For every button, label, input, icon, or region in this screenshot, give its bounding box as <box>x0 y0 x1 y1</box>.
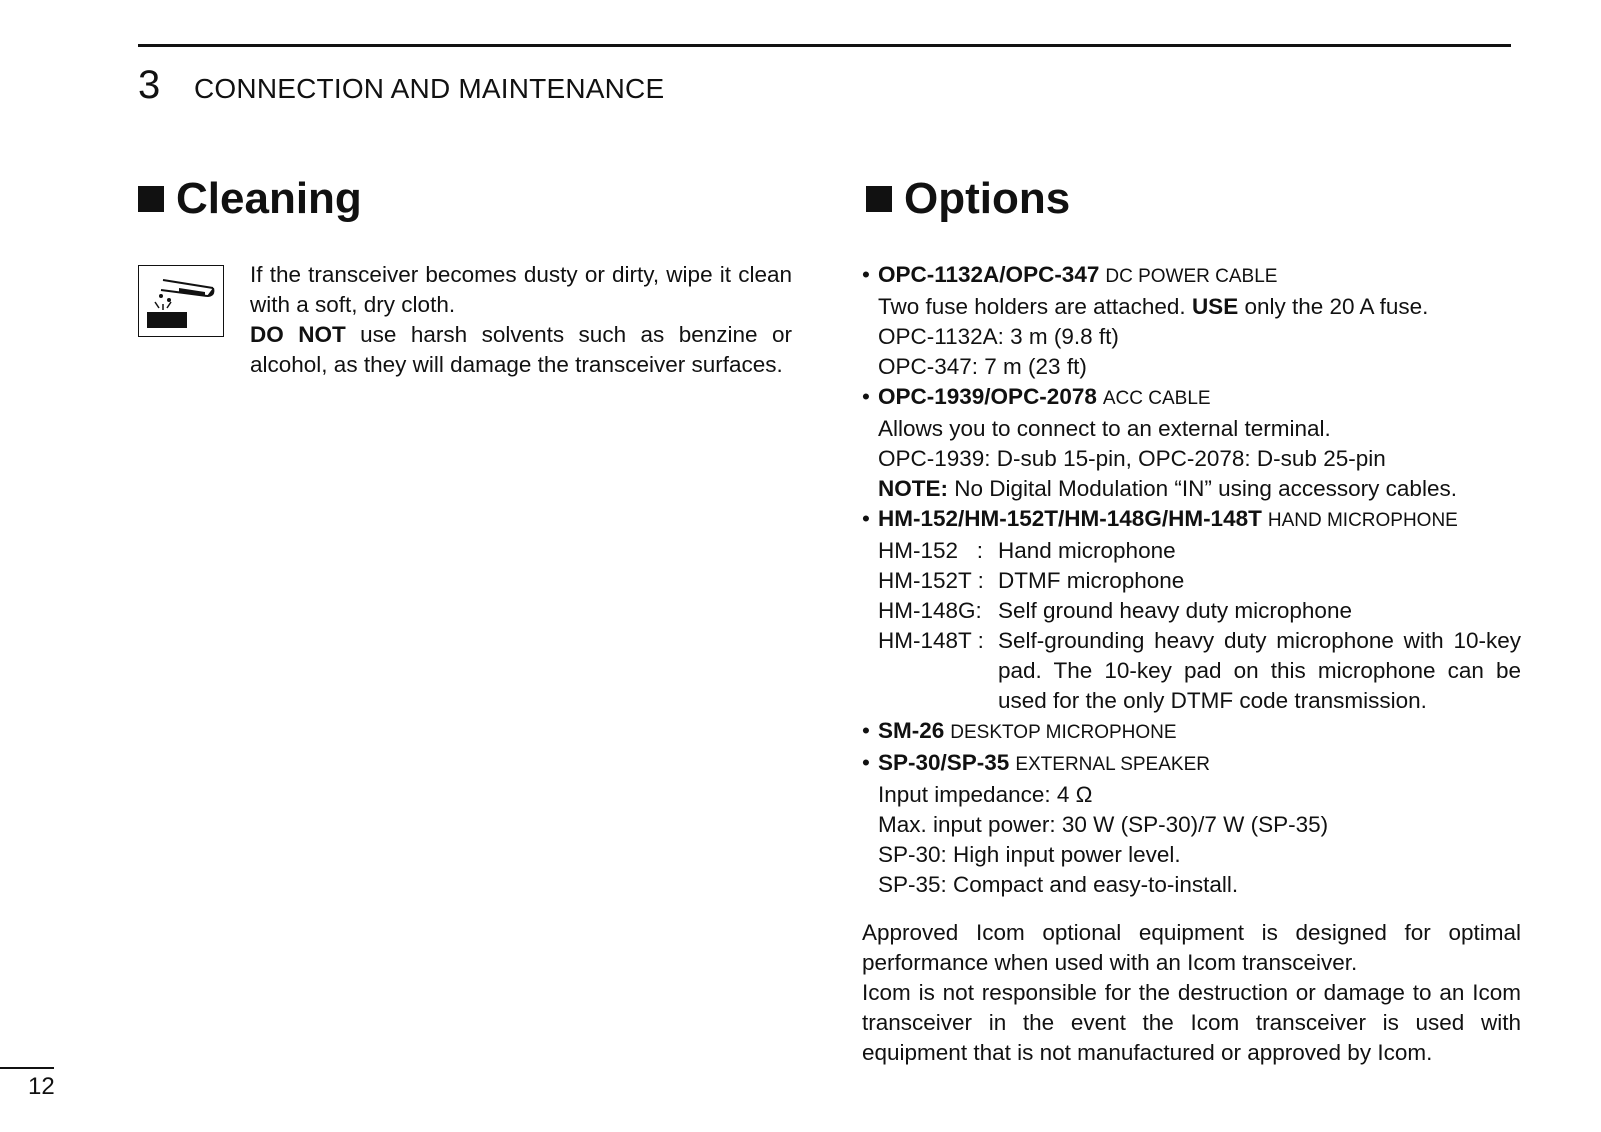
option-line: SP-35: Compact and easy-to-install. <box>878 872 1239 897</box>
option-desc: DESKTOP MICROPHONE <box>950 722 1177 743</box>
option-code: SM-26 <box>878 718 945 743</box>
note-text: No Digital Modulation “IN” using accessory cables. <box>948 476 1457 501</box>
option-code: OPC-1939/OPC-2078 <box>878 384 1097 409</box>
cleaning-para-2-text: use harsh solvents such as benzine or alcohol, as they will damage the transceiver surfaces. <box>250 322 792 377</box>
bullet: • <box>862 750 870 775</box>
mic-desc: Self ground heavy duty microphone <box>998 598 1352 623</box>
option-line-text: Two fuse holders are attached. <box>878 294 1192 319</box>
option-line: OPC-347: 7 m (23 ft) <box>878 354 1087 379</box>
bullet: • <box>862 506 870 531</box>
cleaning-para-1: If the transceiver becomes dusty or dirty, wipe it clean with a soft, dry cloth. <box>250 262 792 317</box>
option-item <box>862 260 1522 382</box>
mic-desc: Self-grounding heavy duty microphone with 10-key pad. The 10-key pad on this microphone can be used for the only DTMF code transmission. <box>998 628 1521 713</box>
mic-model: HM-148G: <box>878 598 982 623</box>
option-line: Allows you to connect to an external terminal. <box>878 416 1331 441</box>
chapter-title: CONNECTION AND MAINTENANCE <box>194 73 665 104</box>
approved-para-2: Icom is not responsible for the destruction or damage to an Icom transceiver in the event the Icom transceiver is used with equipment that is not manufactured or approved by Icom. <box>862 980 1521 1065</box>
option-line: Input impedance: 4 Ω <box>878 782 1093 807</box>
option-line: OPC-1939: D-sub 15-pin, OPC-2078: D-sub 25-pin <box>878 446 1386 471</box>
caution-icon <box>138 265 224 337</box>
option-desc: ACC CABLE <box>1102 388 1211 409</box>
bullet: • <box>862 262 870 287</box>
approved-notice <box>862 918 1521 1068</box>
mic-row <box>862 596 1522 626</box>
square-bullet-icon <box>866 186 892 212</box>
option-item <box>862 504 1522 716</box>
cleaning-heading-text: Cleaning <box>176 174 362 223</box>
option-item <box>862 748 1522 900</box>
use-label: USE <box>1191 294 1239 319</box>
option-header <box>862 260 1522 292</box>
option-header <box>862 504 1522 536</box>
cleaning-heading <box>138 172 362 226</box>
options-list <box>862 260 1522 900</box>
mic-row <box>862 626 1522 716</box>
cleaning-text <box>250 260 792 380</box>
chapter-number: 3 <box>138 63 161 107</box>
page-number: 12 <box>28 1073 55 1100</box>
mic-model: HM-152 : <box>878 538 984 563</box>
option-desc: EXTERNAL SPEAKER <box>1015 754 1210 775</box>
footer-rule <box>0 1067 54 1069</box>
option-desc: DC POWER CABLE <box>1105 266 1278 287</box>
option-code: HM-152/HM-152T/HM-148G/HM-148T <box>878 506 1262 531</box>
note-label: NOTE: <box>878 476 948 501</box>
option-line: OPC-1132A: 3 m (9.8 ft) <box>878 324 1119 349</box>
mic-desc: Hand microphone <box>998 538 1176 563</box>
mic-model: HM-152T : <box>878 568 984 593</box>
option-line <box>862 292 1522 322</box>
bullet: • <box>862 384 870 409</box>
option-code: OPC-1132A/OPC-347 <box>878 262 1100 287</box>
mic-model: HM-148T : <box>878 628 984 653</box>
bullet: • <box>862 718 870 743</box>
option-desc: HAND MICROPHONE <box>1267 510 1458 531</box>
options-heading <box>866 172 1070 226</box>
do-not-label: DO NOT <box>250 322 346 347</box>
option-header <box>862 382 1522 414</box>
header-rule <box>138 44 1511 47</box>
option-line: Max. input power: 30 W (SP-30)/7 W (SP-35) <box>878 812 1329 837</box>
option-item <box>862 382 1522 504</box>
cleaning-para-2 <box>250 320 792 380</box>
square-bullet-icon <box>138 186 164 212</box>
mic-row <box>862 536 1522 566</box>
options-heading-text: Options <box>904 174 1071 223</box>
option-code: SP-30/SP-35 <box>878 750 1010 775</box>
option-line-text: only the 20 A fuse. <box>1238 294 1429 319</box>
option-note <box>862 474 1522 504</box>
mic-row <box>862 566 1522 596</box>
option-header <box>862 748 1522 780</box>
approved-para-1: Approved Icom optional equipment is designed for optimal performance when used with an Icom transceiver. <box>862 920 1521 975</box>
option-line: SP-30: High input power level. <box>878 842 1181 867</box>
mic-desc: DTMF microphone <box>998 568 1185 593</box>
option-item <box>862 716 1522 748</box>
option-header <box>862 716 1522 748</box>
